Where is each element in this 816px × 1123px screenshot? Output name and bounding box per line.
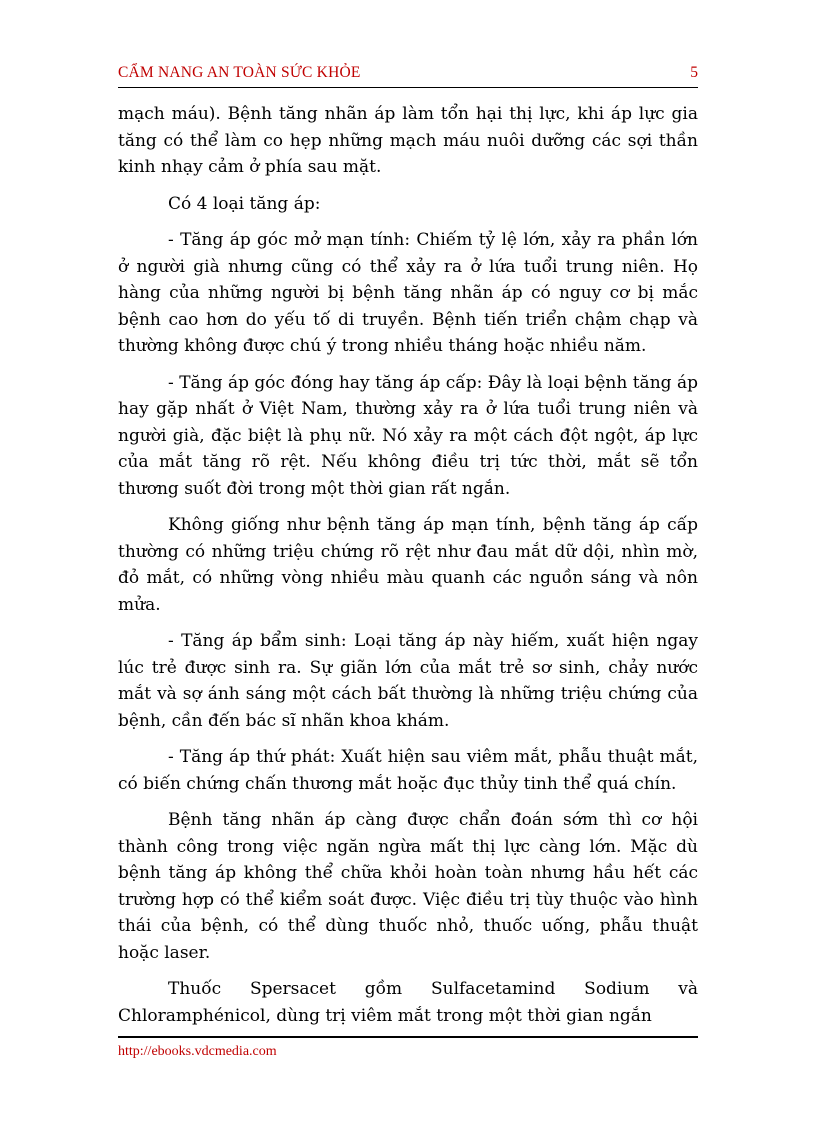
page-number: 5: [690, 64, 698, 81]
paragraph-continuation: mạch máu). Bệnh tăng nhãn áp làm tổn hại thị lực, khi áp lực gia tăng có thể làm co hẹp những mạch máu nuôi dưỡng các sợi thần kinh nhạy cảm ở phía sau mặt.: [118, 104, 698, 177]
book-title: CẨM NANG AN TOÀN SỨC KHỎE: [118, 64, 361, 81]
page-body: [118, 101, 698, 1039]
paragraph-intro: Có 4 loại tăng áp:: [168, 193, 321, 214]
paragraph-congenital: - Tăng áp bẩm sinh: Loại tăng áp này hiếm, xuất hiện ngay lúc trẻ được sinh ra. Sự giãn lớn của mắt trẻ sơ sinh, chảy nước mắt và sợ ánh sáng một cách bất thường là những triệu chứng của bệnh, cần đến bác sĩ nhãn khoa khám.: [118, 631, 698, 731]
paragraph-closed-angle: - Tăng áp góc đóng hay tăng áp cấp: Đây là loại bệnh tăng áp hay gặp nhất ở Việt Nam, thường xảy ra ở lứa tuổi trung niên và người già, đặc biệt là phụ nữ. Nó xảy ra một cách đột ngột, áp lực của mắt tăng rõ rệt. Nếu không điều trị tức thời, mắt sẽ tổn thương suốt đời trong một thời gian rất ngắn.: [118, 372, 698, 499]
footer-url-link[interactable]: http://ebooks.vdcmedia.com: [118, 1044, 277, 1059]
paragraph-spersacet: Thuốc Spersacet gồm Sulfacetamind Sodium và Chloramphénicol, dùng trị viêm mắt trong một thời gian ngắn: [118, 979, 698, 1026]
footer-divider: [118, 1036, 698, 1038]
paragraph-treatment: Bệnh tăng nhãn áp càng được chẩn đoán sớm thì cơ hội thành công trong việc ngăn ngừa mất thị lực càng lớn. Mặc dù bệnh tăng áp không thể chữa khỏi hoàn toàn nhưng hầu hết các trường hợp có thể kiểm soát được. Việc điều trị tùy thuộc vào hình thái của bệnh, có thể dùng thuốc nhỏ, thuốc uống, phẫu thuật hoặc laser.: [118, 810, 698, 963]
header-divider: [118, 87, 698, 88]
paragraph-secondary: - Tăng áp thứ phát: Xuất hiện sau viêm mắt, phẫu thuật mắt, có biến chứng chấn thương mắt hoặc đục thủy tinh thể quá chín.: [118, 747, 698, 794]
paragraph-open-angle: - Tăng áp góc mở mạn tính: Chiếm tỷ lệ lớn, xảy ra phần lớn ở người già nhưng cũng có thể xảy ra ở lứa tuổi trung niên. Họ hàng của những người bị bệnh tăng nhãn áp có nguy cơ bị mắc bệnh cao hơn do yếu tố di truyền. Bệnh tiến triển chậm chạp và thường không được chú ý trong nhiều tháng hoặc nhiều năm.: [118, 230, 698, 356]
page-header: [118, 64, 698, 86]
paragraph-acute-symptoms: Không giống như bệnh tăng áp mạn tính, bệnh tăng áp cấp thường có những triệu chứng rõ rệt như đau mắt dữ dội, nhìn mờ, đỏ mắt, có những vòng nhiều màu quanh các nguồn sáng và nôn mửa.: [118, 515, 698, 615]
